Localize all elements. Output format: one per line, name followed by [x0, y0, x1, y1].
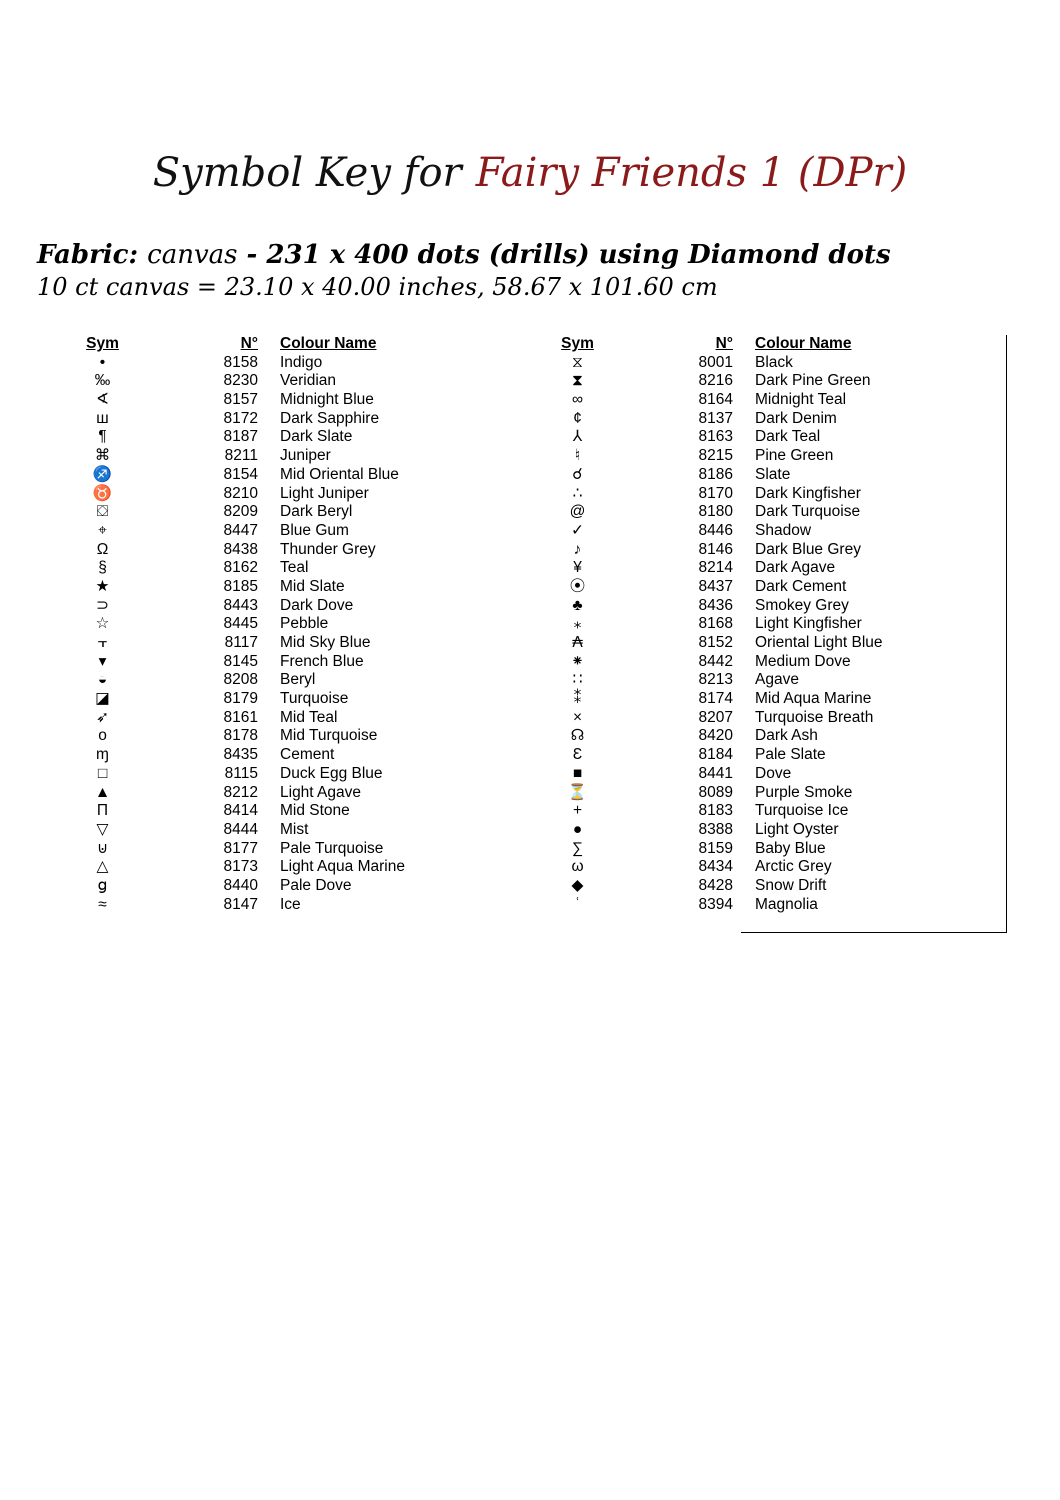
colour-name-cell: Dark Kingfisher [755, 484, 861, 502]
table-row [70, 653, 480, 672]
page-title [0, 150, 1060, 196]
colour-name-cell: Indigo [280, 353, 323, 371]
number-cell: 8115 [224, 764, 258, 782]
number-cell: 8172 [223, 409, 258, 427]
table-row [545, 634, 955, 653]
number-cell: 8216 [698, 372, 733, 390]
symbol-cell: ⁑ [573, 690, 582, 708]
symbol-cell: □ [97, 764, 108, 782]
symbol-cell: ■ [572, 764, 583, 782]
header-sym: Sym [561, 335, 594, 352]
table-row [545, 802, 955, 821]
table-row [545, 559, 955, 578]
colour-name-cell: Baby Blue [755, 839, 826, 857]
colour-name-cell: Beryl [280, 671, 316, 689]
header-name: Colour Name [755, 335, 852, 352]
colour-name-cell: Black [755, 353, 793, 371]
symbol-cell: △ [96, 858, 109, 876]
table-row [70, 634, 480, 653]
table-row [70, 877, 480, 896]
number-cell: 8163 [698, 428, 733, 446]
number-cell: 8211 [224, 447, 258, 465]
number-cell: 8436 [698, 596, 733, 614]
table-header [70, 335, 480, 354]
number-cell: 8184 [698, 746, 733, 764]
table-row [70, 466, 480, 485]
number-cell: 8183 [698, 802, 733, 820]
table-row [70, 615, 480, 634]
number-cell: 8214 [698, 559, 733, 577]
colour-name-cell: Medium Dove [755, 652, 851, 670]
number-cell: 8177 [223, 839, 258, 857]
colour-name-cell: Thunder Grey [280, 540, 376, 558]
symbol-cell: @ [569, 503, 586, 521]
symbol-cell: ⧗ [572, 372, 583, 390]
colour-name-cell: Midnight Blue [280, 391, 374, 409]
number-cell: 8159 [698, 839, 733, 857]
number-cell: 8428 [698, 876, 733, 894]
table-header [545, 335, 955, 354]
symbol-cell: ⁕ [571, 652, 584, 670]
colour-name-cell: Veridian [280, 372, 337, 390]
number-cell: 8441 [698, 764, 733, 782]
symbol-cell: ⧖ [572, 353, 583, 371]
colour-name-cell: French Blue [280, 652, 364, 670]
number-cell: 8173 [223, 858, 258, 876]
colour-name-cell: Mid Aqua Marine [755, 690, 872, 708]
table-row [70, 671, 480, 690]
table-row [70, 709, 480, 728]
colour-name-cell: Pale Dove [280, 876, 352, 894]
table-row [545, 391, 955, 410]
colour-name-cell: Turquoise Ice [755, 802, 849, 820]
symbol-cell: ⌖ [98, 521, 107, 539]
table-row [545, 354, 955, 373]
table-row [545, 466, 955, 485]
symbol-cell: ¢ [573, 409, 582, 427]
table-row [70, 485, 480, 504]
table-border-bottom [741, 932, 1007, 933]
table-row [70, 354, 480, 373]
number-cell: 8146 [698, 540, 733, 558]
table-row [545, 746, 955, 765]
number-cell: 8207 [698, 708, 733, 726]
table-row [545, 727, 955, 746]
table-row [545, 447, 955, 466]
colour-name-cell: Mist [280, 820, 309, 838]
symbol-cell: ω [571, 858, 584, 876]
symbol-cell: ∷ [572, 671, 583, 689]
number-cell: 8213 [698, 671, 733, 689]
header-num: N° [715, 335, 733, 352]
symbol-cell: Ω [96, 540, 109, 558]
number-cell: 8212 [223, 783, 258, 801]
table-row [545, 410, 955, 429]
number-cell: 8388 [698, 820, 733, 838]
table-row [70, 391, 480, 410]
symbol-cell: ∢ [96, 391, 109, 409]
colour-name-cell: Light Agave [280, 783, 362, 801]
number-cell: 8446 [698, 521, 733, 539]
table-row [545, 428, 955, 447]
number-cell: 8158 [223, 353, 258, 371]
symbol-cell: + [572, 802, 583, 820]
symbol-cell: o [98, 727, 107, 745]
colour-name-cell: Pine Green [755, 447, 834, 465]
table-row [70, 821, 480, 840]
table-row [545, 709, 955, 728]
number-cell: 8440 [223, 876, 258, 894]
number-cell: 8435 [223, 746, 258, 764]
number-cell: 8445 [223, 615, 258, 633]
colour-name-cell: Ice [280, 895, 301, 913]
number-cell: 8442 [698, 652, 733, 670]
table-row [545, 597, 955, 616]
table-row [545, 653, 955, 672]
number-cell: 8137 [698, 409, 733, 427]
number-cell: 8180 [698, 503, 733, 521]
symbol-cell: Π [96, 802, 109, 820]
symbol-cell: ▽ [96, 820, 109, 838]
number-cell: 8170 [698, 484, 733, 502]
colour-name-cell: Slate [755, 465, 791, 483]
symbol-cell: ♉ [92, 484, 113, 502]
symbol-cell: § [98, 559, 107, 577]
number-cell: 8178 [223, 727, 258, 745]
colour-name-cell: Teal [280, 559, 309, 577]
number-cell: 8185 [223, 577, 258, 595]
fabric-details: - 231 x 400 dots (drills) using Diamond dots [246, 240, 891, 270]
table-row [545, 503, 955, 522]
table-row [70, 428, 480, 447]
symbol-cell: ‰ [94, 372, 111, 390]
colour-name-cell: Midnight Teal [755, 391, 847, 409]
number-cell: 8187 [223, 428, 258, 446]
number-cell: 8443 [223, 596, 258, 614]
colour-name-cell: Cement [280, 746, 335, 764]
number-cell: 8145 [223, 652, 258, 670]
table-row [70, 896, 480, 915]
colour-name-cell: Mid Stone [280, 802, 350, 820]
colour-name-cell: Shadow [755, 521, 812, 539]
number-cell: 8447 [223, 521, 258, 539]
number-cell: 8444 [223, 820, 258, 838]
colour-name-cell: Light Aqua Marine [280, 858, 405, 876]
colour-name-cell: Mid Oriental Blue [280, 465, 399, 483]
number-cell: 8161 [223, 708, 258, 726]
table-row [70, 410, 480, 429]
symbol-cell: ➶ [96, 708, 109, 726]
number-cell: 8434 [698, 858, 733, 876]
colour-name-cell: Dark Teal [755, 428, 821, 446]
number-cell: 8154 [223, 465, 258, 483]
colour-name-cell: Purple Smoke [755, 783, 853, 801]
symbol-table-left [70, 335, 480, 914]
table-row [545, 578, 955, 597]
pattern-name: Fairy Friends 1 (DPr) [475, 150, 908, 196]
colour-name-cell: Dark Sapphire [280, 409, 380, 427]
symbol-cell: ш [96, 409, 109, 427]
colour-name-cell: Smokey Grey [755, 596, 849, 614]
table-row [70, 559, 480, 578]
number-cell: 8414 [223, 802, 258, 820]
table-border-right [1006, 335, 1007, 933]
table-row [545, 765, 955, 784]
symbol-cell: ¥ [573, 559, 582, 577]
symbol-cell: ♮ [574, 447, 581, 465]
number-cell: 8164 [698, 391, 733, 409]
colour-name-cell: Light Oyster [755, 820, 839, 838]
symbol-cell: ☌ [572, 465, 583, 483]
table-row [70, 746, 480, 765]
colour-name-cell: Mid Sky Blue [280, 634, 371, 651]
symbol-cell: ▲ [94, 783, 111, 801]
number-cell: 8186 [698, 465, 733, 483]
table-row [70, 503, 480, 522]
symbol-cell: ☊ [570, 727, 585, 745]
colour-name-cell: Arctic Grey [755, 858, 832, 876]
number-cell: 8215 [698, 447, 733, 465]
colour-name-cell: Turquoise Breath [755, 708, 874, 726]
colour-name-cell: Light Juniper [280, 484, 369, 502]
table-row [70, 802, 480, 821]
symbol-cell: ♐ [92, 465, 113, 483]
colour-name-cell: Blue Gum [280, 521, 349, 539]
header-num: N° [240, 335, 258, 352]
title-prefix: Symbol Key for [152, 150, 462, 196]
symbol-cell: ⌘ [94, 447, 111, 465]
fabric-label: Fabric: [37, 240, 139, 270]
symbol-cell: ◆ [571, 876, 584, 894]
colour-name-cell: Dove [755, 764, 792, 782]
colour-name-cell: Oriental Light Blue [755, 634, 883, 651]
number-cell: 8437 [698, 577, 733, 595]
number-cell: 8420 [698, 727, 733, 745]
table-row [545, 858, 955, 877]
symbol-cell: ʿ [574, 895, 581, 913]
number-cell: 8174 [698, 690, 733, 708]
colour-name-cell: Pale Slate [755, 746, 826, 764]
table-row [545, 372, 955, 391]
symbol-cell: ց [97, 876, 108, 894]
colour-name-cell: Duck Egg Blue [280, 764, 383, 782]
table-rows [70, 354, 480, 915]
number-cell: 8209 [223, 503, 258, 521]
symbol-cell: ⁎ [573, 615, 582, 633]
table-row [545, 615, 955, 634]
symbol-cell: ⫟ [97, 634, 108, 651]
symbol-cell: ⏳ [567, 783, 588, 801]
symbol-cell: Ɛ [572, 746, 583, 764]
symbol-cell: ◒ [97, 671, 108, 689]
table-row [70, 372, 480, 391]
table-row [70, 578, 480, 597]
number-cell: 8117 [224, 634, 258, 651]
symbol-cell: ♪ [573, 540, 582, 558]
symbol-cell: ⊃ [96, 596, 109, 614]
symbol-cell: ∑ [571, 839, 584, 857]
colour-name-cell: Pebble [280, 615, 329, 633]
number-cell: 8208 [223, 671, 258, 689]
number-cell: 8168 [698, 615, 733, 633]
table-row [70, 784, 480, 803]
table-row [545, 541, 955, 560]
symbol-cell: ⊍ [96, 839, 109, 857]
symbol-cell: ◪ [95, 690, 110, 708]
table-row [545, 821, 955, 840]
symbol-cell: ₳ [572, 634, 583, 651]
symbol-cell: ɱ [96, 746, 109, 764]
number-cell: 8210 [223, 484, 258, 502]
number-cell: 8157 [223, 391, 258, 409]
symbol-cell: ¶ [98, 428, 107, 446]
table-row [70, 690, 480, 709]
colour-name-cell: Dark Pine Green [755, 372, 871, 390]
colour-name-cell: Mid Slate [280, 577, 345, 595]
table-row [70, 840, 480, 859]
table-row [545, 690, 955, 709]
symbol-cell: ★ [95, 577, 110, 595]
colour-name-cell: Juniper [280, 447, 331, 465]
table-row [70, 447, 480, 466]
colour-name-cell: Agave [755, 671, 799, 689]
symbol-cell: ⅄ [572, 428, 583, 446]
symbol-cell: • [99, 353, 106, 371]
colour-name-cell: Turquoise [280, 690, 349, 708]
symbol-cell: × [572, 708, 583, 726]
number-cell: 8089 [698, 783, 733, 801]
number-cell: 8179 [223, 690, 258, 708]
colour-name-cell: Dark Ash [755, 727, 818, 745]
symbol-cell: ∴ [572, 484, 583, 502]
symbol-cell: ♣ [572, 596, 583, 614]
colour-name-cell: Dark Slate [280, 428, 353, 446]
table-row [70, 727, 480, 746]
table-row [70, 522, 480, 541]
header-sym: Sym [86, 335, 119, 352]
table-row [545, 522, 955, 541]
table-row [545, 877, 955, 896]
number-cell: 8152 [698, 634, 733, 651]
colour-name-cell: Light Kingfisher [755, 615, 862, 633]
number-cell: 8001 [698, 353, 733, 371]
symbol-cell: ● [572, 820, 583, 838]
colour-name-cell: Snow Drift [755, 876, 827, 894]
fabric-line [37, 240, 891, 270]
canvas-size-line: 10 ct canvas = 23.10 x 40.00 inches, 58.67 x 101.60 cm [37, 273, 718, 301]
colour-name-cell: Pale Turquoise [280, 839, 384, 857]
colour-name-cell: Dark Blue Grey [755, 540, 861, 558]
table-row [545, 671, 955, 690]
table-row [70, 597, 480, 616]
colour-name-cell: Dark Dove [280, 596, 354, 614]
colour-name-cell: Mid Teal [280, 708, 338, 726]
symbol-cell: ▾ [98, 652, 107, 670]
table-row [545, 840, 955, 859]
symbol-cell: ≈ [98, 895, 107, 913]
table-row [70, 858, 480, 877]
table-row [70, 765, 480, 784]
number-cell: 8438 [223, 540, 258, 558]
table-rows [545, 354, 955, 915]
symbol-cell: ⦿ [569, 577, 586, 595]
symbol-cell: ☆ [95, 615, 110, 633]
number-cell: 8147 [223, 895, 258, 913]
header-name: Colour Name [280, 335, 377, 352]
symbol-cell: ⛋ [96, 503, 109, 521]
colour-name-cell: Dark Beryl [280, 503, 353, 521]
number-cell: 8162 [223, 559, 258, 577]
colour-name-cell: Mid Turquoise [280, 727, 378, 745]
table-row [545, 784, 955, 803]
symbol-table-right [545, 335, 955, 914]
table-row [545, 485, 955, 504]
symbol-cell: ✓ [571, 521, 584, 539]
colour-name-cell: Dark Turquoise [755, 503, 861, 521]
number-cell: 8394 [698, 895, 733, 913]
colour-name-cell: Dark Agave [755, 559, 836, 577]
colour-name-cell: Dark Denim [755, 409, 837, 427]
number-cell: 8230 [223, 372, 258, 390]
colour-name-cell: Magnolia [755, 895, 818, 913]
colour-name-cell: Dark Cement [755, 577, 847, 595]
symbol-cell: ∞ [571, 391, 584, 409]
table-row [70, 541, 480, 560]
fabric-value: canvas [147, 240, 238, 270]
table-row [545, 896, 955, 915]
